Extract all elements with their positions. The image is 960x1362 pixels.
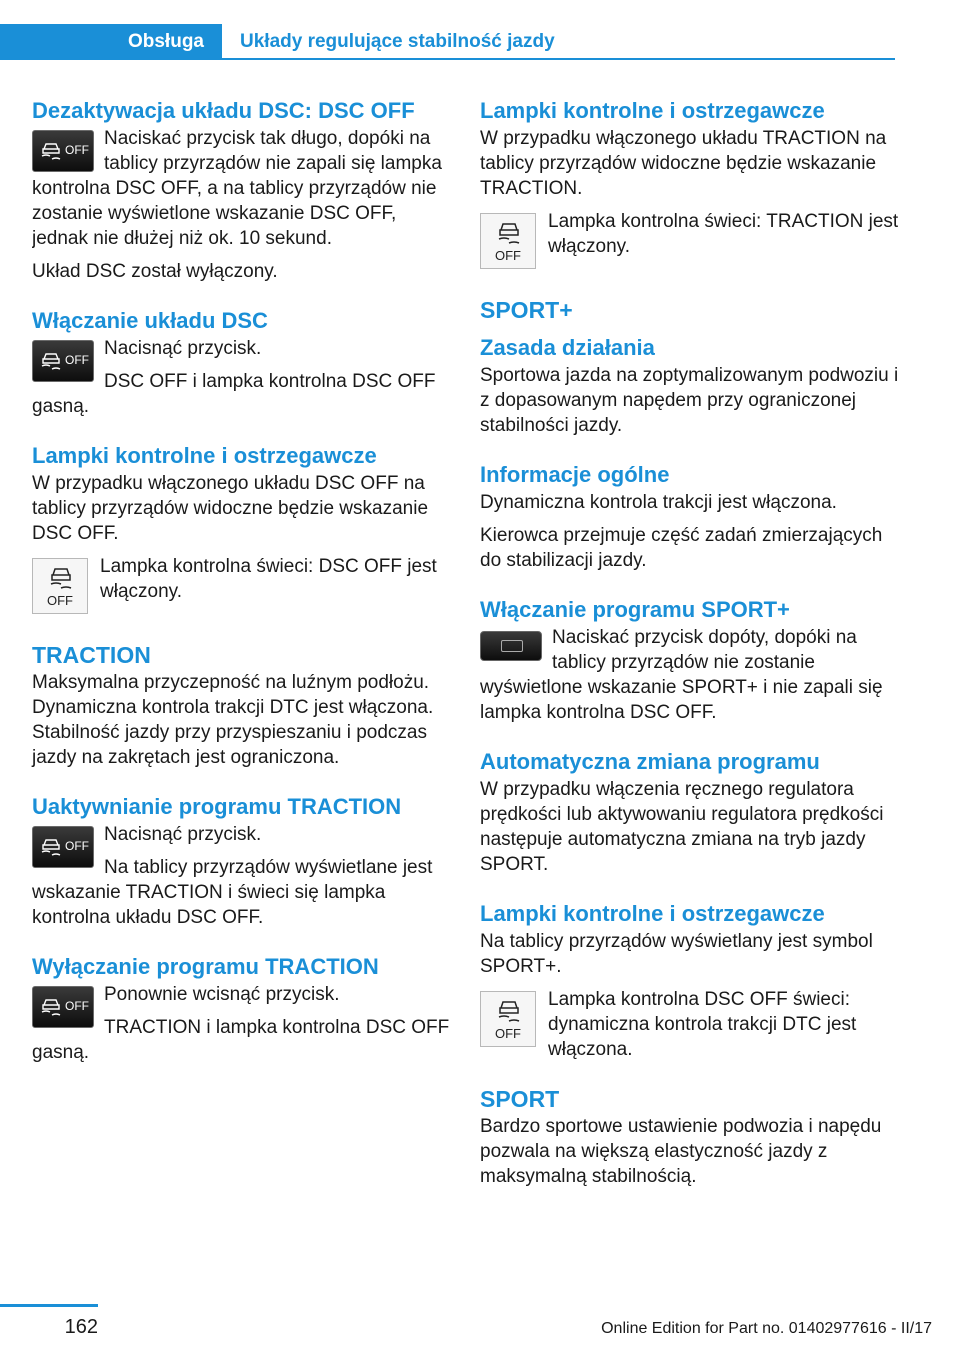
footer-rule [0,1304,98,1307]
heading-principle: Zasada działania [480,335,655,360]
off-label: OFF [47,593,73,608]
text-auto: W przypadku włączenia ręcznego regulatora prędkości lub aktywowaniu regulatora prędkości następuje automatyczna zmiana na tryb jazdy SPORT. [480,779,884,875]
heading-sport: SPORT [480,1086,560,1112]
off-label: OFF [65,353,89,367]
sport-button-icon [480,631,542,661]
off-label: OFF [495,248,521,263]
traction-on-block [32,822,452,930]
heading-traction-off: Wyłączanie programu TRACTION [32,954,379,979]
text-lamps2-1: Na tablicy przyrządów wyświetlany jest symbol SPORT+. [480,931,873,977]
page-header [0,24,895,60]
off-label: OFF [495,1026,521,1041]
text-dsc-off-1: Naciskać przycisk tak długo, dopóki na tablicy przyrządów nie zapali się lampka kontrolna DSC OFF, a na tablicy przyrządów nie zostanie wyświetlone wskazanie DSC OFF, jednak nie dłużej niż ok. 10 sekund. [32,128,442,249]
heading-traction: TRACTION [32,642,151,668]
text-lamps-right-1: W przypadku włączonego układu TRACTION na tablicy przyrządów widoczne będzie wskazanie TRACTION. [480,128,887,199]
dsc-button-icon [32,340,94,382]
heading-dsc-on: Włączanie układu DSC [32,308,268,333]
dsc-button-icon [32,130,94,172]
text-traction-on-2: Na tablicy przyrządów wyświetlane jest wskazanie TRACTION i świeci się lampka kontrolna układu DSC OFF. [32,857,433,928]
text-traction-on-1: Nacisnąć przycisk. [104,824,262,845]
text-dsc-off-2: Układ DSC został wyłączony. [32,261,278,282]
page-number: 162 [64,1316,98,1338]
dsc-off-lamp-icon [480,213,536,269]
heading-auto: Automatyczna zmiana programu [480,749,820,774]
section-tab: Obsługa [0,24,222,60]
right-column [480,96,900,1189]
text-dsc-on-2: DSC OFF i lampka kontrolna DSC OFF gasną. [32,371,436,417]
heading-lamps-right: Lampki kontrolne i ostrzegawcze [480,98,825,123]
lamp-block-sport [480,987,900,1062]
dsc-on-block [32,336,452,419]
heading-lamps-left: Lampki kontrolne i ostrzegawcze [32,443,377,468]
edition-note: Online Edition for Part no. 01402977616 - II/17 [601,1320,932,1337]
heading-lamps2: Lampki kontrolne i ostrzegawcze [480,901,825,926]
heading-sportplus: SPORT+ [480,297,573,323]
traction-off-block [32,982,452,1065]
heading-dsc-off: Dezaktywacja układu DSC: DSC OFF [32,98,415,123]
lamp-block-right [480,209,900,273]
dsc-button-icon [32,986,94,1028]
text-traction: Maksymalna przyczepność na luźnym podłożu. Dynamiczna kontrola trakcji DTC jest włączona. Stabilność jazdy przy przyspieszaniu i podczas jazdy na zakrętach jest ograniczona. [32,672,434,768]
off-label: OFF [65,839,89,853]
dsc-off-block [32,126,452,251]
sport-on-block [480,625,900,725]
lamp-block-left [32,554,452,618]
dsc-button-icon [32,826,94,868]
text-general-2: Kierowca przejmuje część zadań zmierzających do stabilizacji jazdy. [480,525,883,571]
text-dsc-on-1: Nacisnąć przycisk. [104,338,262,359]
dsc-off-lamp-icon [480,991,536,1047]
dsc-off-lamp-icon [32,558,88,614]
text-lamps-left-1: W przypadku włączonego układu DSC OFF na tablicy przyrządów widoczne będzie wskazanie DSC OFF. [32,473,429,544]
text-lamps2-2: Lampka kontrolna DSC OFF świeci: dynamiczna kontrola trakcji DTC jest włączona. [548,989,857,1060]
text-traction-off-1: Ponownie wcisnąć przycisk. [104,984,340,1005]
text-general-1: Dynamiczna kontrola trakcji jest włączona. [480,492,837,513]
text-sport-on: Naciskać przycisk dopóty, dopóki na tablicy przyrządów nie zostanie wyświetlone wskazanie SPORT+ i nie zapali się lampka kontrolna DSC OFF. [480,627,883,723]
text-principle: Sportowa jazda na zoptymalizowanym podwoziu i z dopasowanym napędem przy ograniczonej stabilności jazdy. [480,365,899,436]
heading-sport-on: Włączanie programu SPORT+ [480,597,790,622]
text-sport: Bardzo sportowe ustawienie podwozia i napędu pozwala na większą elastyczność jazdy z maksymalną stabilnością. [480,1116,882,1187]
text-traction-off-2: TRACTION i lampka kontrolna DSC OFF gasną. [32,1017,450,1063]
heading-general: Informacje ogólne [480,462,670,487]
header-rule [222,58,895,60]
off-label: OFF [65,143,89,157]
heading-traction-on: Uaktywnianie programu TRACTION [32,794,402,819]
text-lamps-right-2: Lampka kontrolna świeci: TRACTION jest włączony. [548,211,899,257]
text-lamps-left-2: Lampka kontrolna świeci: DSC OFF jest włączony. [100,556,437,602]
chapter-title: Układy regulujące stabilność jazdy [240,31,555,52]
left-column [32,96,452,1065]
off-label: OFF [65,999,89,1013]
